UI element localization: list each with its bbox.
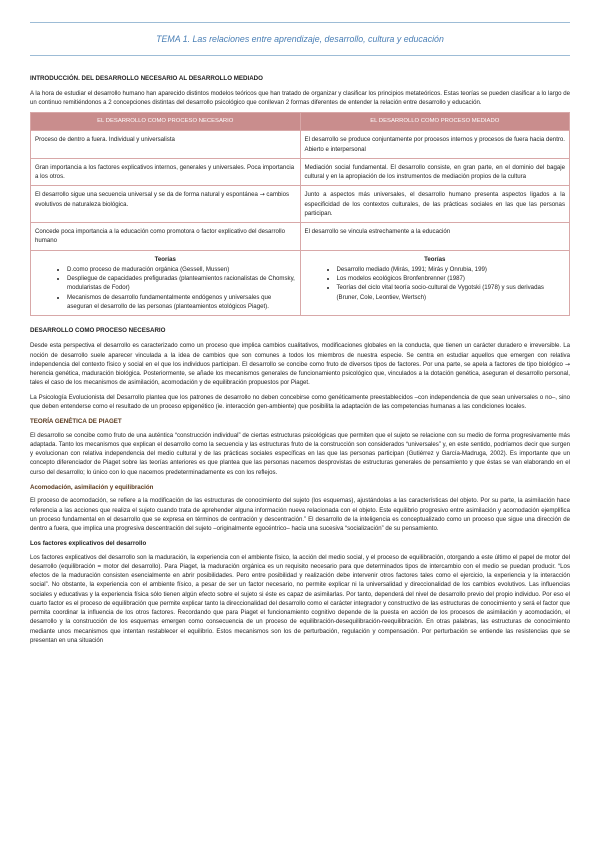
cell-text: cambios evolutivos de naturaleza biológica. — [35, 191, 290, 208]
arrow-icon: → — [259, 191, 265, 199]
comparison-table — [30, 112, 570, 316]
list-item: • Desarrollo mediado (Mirás, 1991; Mirás y Onrubia, 199) — [337, 265, 566, 274]
table-cell: El desarrollo se vincula estrechamente a la educación — [300, 223, 570, 251]
table-row — [31, 158, 570, 186]
theories-list-right — [305, 265, 566, 302]
necesario-paragraph-1 — [30, 341, 570, 387]
list-item: • Mecanismos de desarrollo fundamentalmente endógenos y universales que aseguran el desarrollo de las personas (planteamientos etológicos Piaget). — [67, 293, 296, 312]
list-item: • Despliegue de capacidades prefiguradas (planteamientos racionalistas de Chomsky, modularistas de Fodor) — [67, 274, 296, 293]
intro-heading: INTRODUCCIÓN. DEL DESARROLLO NECESARIO AL DESARROLLO MEDIADO — [30, 75, 263, 83]
table-cell: Concede poca importancia a la educación como promotora o factor explicativo del desarrollo humano — [31, 223, 301, 251]
factores-paragraph: Los factores explicativos del desarrollo son la maduración, la experiencia con el ambiente físico, la acción del medio social, y el proceso de equilibración, otorgando a este último el papel de motor del desarrollo (equilibración = motor del desarrollo). Para Piaget, la maduración orgánica es un requisito necesario para que determinados tipos de intercambio con el medio se puedan producir. “Los efectos de la maduración consisten esencialmente en abrir posibilidades. Pero entre posibilidad y realización debe intervenir otros factores tales como el ejercicio, la experiencia y la interacción social”. No obstante, la experiencia con el ambiente físico, a pesar de ser un factor necesario, no permite explicar ni la universalidad y direccionalidad de los cambios evolutivos. Las influencias sociales y educativas y la experiencia física sólo tienen algún efecto sobre el sujeto si éste es capaz de asimilarlas. Por tanto, dependerá del nivel de desarrollo previo del propio individuo. Por eso el cuarto factor es el proceso de equilibración que permite explicar tanto la direccionalidad del desarrollo como el carácter integrador y constructivo de las estructuras de conocimiento y será el factor que permita coordinar la influencia de los otros factores. Recordando que para Piaget el funcionamiento cognitivo depende de la puesta en acción de los procesos de asimilación y acomodación, el desarrollo y la construcción de los esquemas emergen como consecuencia de un proceso de equilibración-desequilibración-reequilibración. En otras palabras, las estructuras de conocimiento mediante unos mecanismos que intentan restablecer el equilibrio. Estos mecanismos son los de perturbación, regulación y compensación. Por perturbación se entiende las resistencias que se presentan en una situación — [30, 553, 570, 644]
table-row — [31, 186, 570, 223]
acomodacion-heading: Acomodación, asimilación y equilibración — [30, 483, 154, 491]
table-header-row — [31, 113, 570, 131]
theories-cell-right — [300, 250, 570, 316]
list-item: • Los modelos ecológicos Bronfenbrenner (1987) — [337, 274, 566, 283]
list-item: • D.como proceso de maduración orgánica (Gessell, Mussen) — [67, 265, 296, 274]
arrow-icon: → — [564, 360, 570, 368]
table-row — [31, 131, 570, 159]
theories-label: Teorías — [154, 255, 176, 263]
theories-label: Teorías — [424, 255, 446, 263]
table-row — [31, 223, 570, 251]
list-item: • Teorías del ciclo vital teoría socio-cultural de Vygotski (1978) y sus derivadas (Bruner, Cole, Leontiev, Wertsch) — [337, 283, 566, 302]
intro-paragraph: A la hora de estudiar el desarrollo humano han aparecido distintos modelos teóricos que han tratado de organizar y clasificar los principios metateóricos. Estas teorías se pueden clasificar a lo largo de un continuo remitiéndonos a 2 concepciones distintas del desarrollo psicológico que conllevan 2 formas diferentes de entender la relación entre desarrollo y educación. — [30, 89, 570, 107]
necesario-paragraph-2: La Psicología Evolucionista del Desarrollo plantea que los patrones de desarrollo no deben concebirse como genéticamente preestablecidos –con independencia de que sean universales o no–, sino que deben entenderse como el resultado de un proceso epigenético (ie. interacción gen-ambiente) que posibilita la adaptación de las competencias humanas a las condiciones locales. — [30, 393, 570, 410]
piaget-paragraph: El desarrollo se concibe como fruto de una auténtica “construcción individual” de ciertas estructuras psicológicas que permiten que el sujeto se relacione con su medio de forma progresivamente más adaptada. Tanto los mecanismos que explican el desarrollo como la secuencia y las estructuras fruto de la construcción son considerados “universales” y, en este sentido, podríamos decir que surgen y evolucionan con relativa independencia del medio cultural y de las prácticas sociales específicas en las que las personas participan (Gutiérrez y García-Madruga, 2002). Es importante que un concepto diferenciador de Piaget sobre las teorías anteriores es que plantea que las personas nacemos desprovistas de estructuras generales de pensamiento y que éstas se van elaborando en el curso del desarrollo; lo único con lo que nacemos predeterminadamente es con los reflejos. — [30, 431, 570, 476]
header-bottom-rule — [30, 55, 570, 56]
piaget-heading: TEORÍA GENÉTICA DE PIAGET — [30, 418, 122, 426]
table-cell: Junto a aspectos más universales, el desarrollo humano presenta aspectos ligados a la especificidad de los contextos culturales, de las prácticas sociales en las que las personas participan. — [300, 186, 570, 223]
theories-list-left — [35, 265, 296, 311]
theories-cell-left — [31, 250, 301, 316]
necesario-heading: DESARROLLO COMO PROCESO NECESARIO — [30, 327, 166, 334]
paragraph-text: Desde esta perspectiva el desarrollo es caracterizado como un proceso que implica cambios cualitativos, modificaciones globales en la conducta, que tienen un carácter duradero e irreversible. La noción de desarrollo suele aparecer vinculada a la idea de cambios que son comunes a todos los miembros de nuestra especie. Se centra en estudiar aquellos que emergen con relativa independencia del contexto físico y social en el que los individuos participan. El desarrollo se concibe como fruto de diversos tipos de factores. Por una parte, se apela a factores de tipo biológico — [30, 342, 570, 368]
table-header-necesario: EL DESARROLLO COMO PROCESO NECESARIO — [31, 113, 301, 131]
cell-text: El desarrollo sigue una secuencia universal y se da de forma natural y espontánea — [35, 191, 260, 199]
paragraph-text: herencia genética, maduración biológica. Posteriormente, se añade los mecanismos generales de funcionamiento psicológico que, vinculados a la dotación genética, aseguran el desarrollo personal, tales el caso de los mecanismos de asimilación, acomodación y de equilibración propuestos por Piaget. — [30, 370, 570, 387]
table-cell: Mediación social fundamental. El desarrollo consiste, en gran parte, en el dominio del bagaje cultural y en la apropiación de los instrumentos de mediación propios de la cultura — [300, 158, 570, 186]
table-cell: El desarrollo se produce conjuntamente por procesos internos y procesos de fuera hacia dentro. Abierto e interpersonal — [300, 131, 570, 159]
table-cell: Gran importancia a los factores explicativos internos, generales y universales. Poca importancia a los otros. — [31, 158, 301, 186]
table-cell: Proceso de dentro a fuera. Individual y universalista — [31, 131, 301, 159]
table-row — [31, 250, 570, 316]
table-header-mediado: EL DESARROLLO COMO PROCESO MEDIADO — [300, 113, 570, 131]
factores-heading: Los factores explicativos del desarrollo — [30, 540, 147, 548]
table-cell — [31, 186, 301, 223]
page-title: TEMA 1. Las relaciones entre aprendizaje, desarrollo, cultura y educación — [156, 34, 444, 44]
acomodacion-paragraph: El proceso de acomodación, se refiere a la modificación de las estructuras de conocimiento del sujeto (los esquemas), ajustándolas a las características del objeto. Por su parte, la asimilación hace referencia a las acciones que realiza el sujeto cuando trata de aprehender alguna información nueva relacionada con el objeto. Este equilibrio progresivo entre asimilación y acomodación ejemplifica un proceso fundamental en el desarrollo que se expresa en términos de centración y descentración.” El desarrollo de la inteligencia es conceptualizado como un proceso que sigue una dirección de dentro a fuera, que implica una progresiva descentración del sujeto –originalmente egocéntrico– hacia una sucesiva “socialización” de su pensamiento. — [30, 497, 570, 533]
